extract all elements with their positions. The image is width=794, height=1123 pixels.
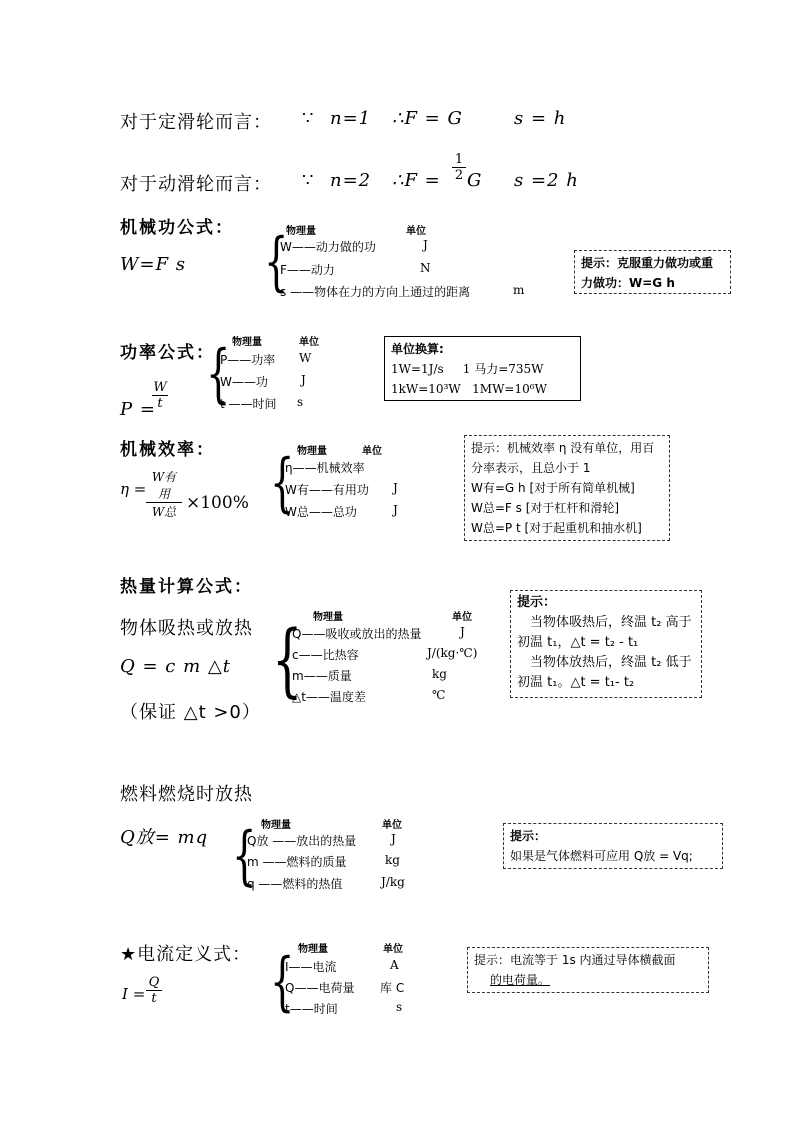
work-row-2: F——动力 (280, 263, 335, 277)
heat-row-3: m——质量 (292, 669, 352, 683)
work-row-3: s ——物体在力的方向上通过的距离 (280, 285, 471, 299)
heat-tip-title: 提示： (517, 595, 557, 610)
heat-row-2-unit: J/(kg·℃) (427, 646, 478, 660)
efficiency-tip-line-5: W总=P t [对于起重机和抽水机] (471, 521, 642, 535)
conversion-megawatt: 1MW=10⁶W (472, 382, 547, 396)
fuel-tip-line-2: 如果是气体燃料可应用 Q放 = Vq; (510, 849, 693, 863)
current-fraction (146, 975, 162, 1006)
efficiency-col-unit: 单位 (362, 446, 382, 457)
heat-row-3-unit: kg (432, 667, 447, 681)
moving-distance: s =2 h (514, 170, 579, 191)
fuel-formula: Q放= mq (120, 827, 209, 848)
current-row-3-unit: s (396, 1000, 403, 1014)
power-row-1-unit: W (299, 351, 312, 365)
power-brace: { (206, 337, 231, 411)
heat-row-2: c——比热容 (292, 648, 359, 662)
unit-conversion-box (384, 336, 581, 401)
efficiency-formula-left: η = (120, 480, 147, 498)
efficiency-fraction-numerator: W有用 (151, 470, 177, 501)
heat-tip-box (510, 590, 702, 698)
work-row-2-unit: N (420, 261, 431, 275)
heat-row-1: Q——吸收或放出的热量 (292, 627, 422, 641)
efficiency-row-2-unit: J (393, 481, 398, 495)
power-formula-left: P = (120, 399, 156, 420)
fuel-heading: 燃料燃烧时放热 (120, 784, 253, 805)
power-row-2-unit: J (301, 373, 306, 387)
efficiency-row-3: W总——总功 (285, 505, 357, 519)
work-tip-box (574, 250, 731, 294)
work-row-3-unit: m (513, 283, 525, 297)
current-row-2: Q——电荷量 (285, 981, 355, 995)
efficiency-row-1: η——机械效率 (285, 461, 365, 475)
fuel-row-3: q ——燃料的热值 (247, 877, 343, 891)
power-fraction-numerator: W (153, 380, 167, 395)
power-row-2: W——功 (220, 375, 268, 389)
efficiency-tip-line-3: W有=G h [对于所有简单机械] (471, 481, 635, 495)
power-row-3-unit: s (297, 395, 304, 409)
current-row-2-unit: 库 C (380, 981, 405, 995)
moving-g: G (467, 170, 483, 191)
current-row-1: I——电流 (285, 960, 337, 974)
current-row-3: t——时间 (285, 1002, 338, 1016)
efficiency-tip-line-1: 提示：机械效率 η 没有单位，用百 (471, 441, 655, 455)
heat-formula: Q = c m △t (120, 656, 231, 677)
fixed-pulley-label: 对于定滑轮而言： (120, 112, 272, 133)
unit-conversion-title: 单位换算: (391, 342, 444, 356)
current-fraction-numerator: Q (148, 975, 160, 990)
fuel-row-3-unit: J/kg (381, 875, 405, 889)
fraction-numerator: 1 (454, 152, 464, 167)
heat-row-1-unit: J (460, 625, 465, 639)
power-row-1: P——功率 (220, 353, 276, 367)
fuel-col-quantity: 物理量 (261, 820, 291, 831)
heat-tip-line-5: 初温 t₁。△t = t₁- t₂ (517, 675, 635, 690)
fuel-tip-title: 提示： (510, 829, 547, 843)
because-symbol: ∵ (302, 108, 315, 129)
current-row-1-unit: A (390, 958, 399, 972)
current-fraction-denominator: t (146, 990, 162, 1006)
current-tip-box (467, 947, 709, 993)
efficiency-brace: { (270, 446, 295, 520)
conversion-watt: 1W=1J/s (391, 362, 444, 376)
heat-col-quantity: 物理量 (313, 612, 343, 623)
unit-conversion-line-2 (391, 379, 574, 399)
efficiency-col-quantity: 物理量 (297, 446, 327, 457)
heat-col-unit: 单位 (452, 612, 472, 623)
current-heading: ★电流定义式： (120, 944, 252, 965)
fixed-n: n=1 (330, 108, 372, 129)
fixed-force: ∴F = G (392, 108, 463, 129)
fuel-row-2: m ——燃料的质量 (247, 855, 347, 869)
heat-brace: { (272, 613, 303, 706)
fuel-row-2-unit: kg (385, 853, 400, 867)
work-heading: 机械功公式： (120, 218, 234, 238)
work-brace: { (264, 225, 289, 299)
efficiency-tip-box (464, 435, 670, 541)
current-tip-line-2: 的电荷量。 (490, 973, 551, 987)
conversion-horsepower: 1 马力=735W (462, 362, 544, 376)
efficiency-fraction (146, 468, 182, 520)
work-col-unit: 单位 (406, 226, 426, 237)
fuel-row-1: Q放 ——放出的热量 (247, 834, 357, 848)
heat-condition: （保证 △t >0） (120, 702, 261, 723)
moving-pulley-label: 对于动滑轮而言： (120, 174, 272, 195)
current-formula-left: I = (122, 985, 146, 1003)
power-row-3: t ——时间 (220, 397, 277, 411)
work-tip-line-1: 提示：克服重力做功或重 (581, 256, 714, 270)
heat-tip-line-2: 当物体吸热后，终温 t₂ 高于 (517, 615, 692, 630)
heat-subheading: 物体吸热或放热 (120, 618, 253, 639)
heat-tip-line-4: 当物体放热后，终温 t₂ 低于 (517, 655, 692, 670)
power-fraction-denominator: t (152, 395, 168, 411)
current-tip-line-1: 提示：电流等于 1s 内通过导体横截面 (474, 953, 676, 967)
moving-force: ∴F = (392, 170, 441, 191)
efficiency-row-3-unit: J (393, 503, 398, 517)
heat-heading: 热量计算公式： (120, 577, 253, 597)
fraction-denominator: 2 (452, 167, 466, 183)
power-heading: 功率公式： (120, 343, 215, 363)
conversion-kilowatt: 1kW=10³W (391, 382, 461, 396)
efficiency-heading: 机械效率： (120, 440, 215, 460)
heat-row-4: △t——温度差 (292, 690, 366, 704)
work-tip-line-2: 力做功：W=G h (581, 276, 675, 290)
current-col-unit: 单位 (383, 944, 403, 955)
unit-conversion-line-1 (391, 359, 574, 379)
work-row-1-unit: J (423, 238, 428, 252)
efficiency-row-2: W有——有用功 (285, 483, 369, 497)
moving-n: n=2 (330, 170, 372, 191)
work-row-1: W——动力做的功 (280, 240, 376, 254)
work-formula: W=F s (120, 254, 187, 275)
current-col-quantity: 物理量 (298, 944, 328, 955)
power-col-quantity: 物理量 (232, 337, 262, 348)
work-col-quantity: 物理量 (286, 226, 316, 237)
power-fraction (152, 380, 168, 411)
heat-tip-line-3: 初温 t₁，△t = t₂ - t₁ (517, 635, 639, 650)
power-col-unit: 单位 (299, 337, 319, 348)
current-brace: { (270, 945, 295, 1019)
because-symbol: ∵ (302, 170, 315, 191)
fuel-row-1-unit: J (391, 832, 396, 846)
efficiency-tip-line-2: 分率表示，且总小于 1 (471, 461, 591, 475)
fuel-tip-box (503, 823, 723, 869)
half-fraction (452, 152, 466, 183)
efficiency-formula-right: ×100% (186, 493, 249, 513)
efficiency-tip-line-4: W总=F s [对于杠杆和滑轮] (471, 501, 620, 515)
fuel-col-unit: 单位 (382, 820, 402, 831)
efficiency-fraction-denominator: W总 (146, 502, 182, 520)
fixed-distance: s = h (514, 108, 567, 129)
heat-row-4-unit: ℃ (432, 688, 446, 702)
fuel-brace: { (232, 819, 257, 893)
